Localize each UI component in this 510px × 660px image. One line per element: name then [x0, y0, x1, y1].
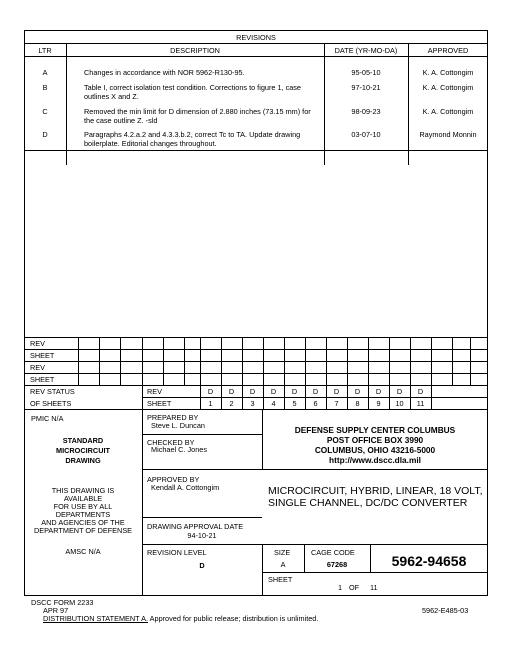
prepared-by-name: Steve L. Duncan	[151, 421, 205, 430]
sheet-cell: 11	[416, 399, 425, 408]
revision-description: Changes in accordance with NOR 5962-R130-95.	[84, 68, 245, 77]
approved-by-name: Kendall A. Cottongim	[151, 483, 220, 492]
revision-level: D	[199, 561, 205, 570]
rev-cell: D	[375, 387, 382, 396]
sheet-total: 11	[370, 583, 378, 592]
standard-line: MICROCIRCUIT	[56, 446, 110, 455]
rev-cell: D	[270, 387, 277, 396]
availability-line: DEPARTMENT OF DEFENSE	[33, 526, 133, 535]
revision-approved: K. A. Cottongim	[422, 107, 474, 116]
approved-by-label: APPROVED BY	[147, 475, 200, 484]
size-label: SIZE	[274, 548, 291, 557]
availability-line: AND AGENCIES OF THE	[41, 518, 125, 527]
rev-cell: D	[333, 387, 340, 396]
revision-approved: K. A. Cottongim	[422, 68, 474, 77]
availability-line: FOR USE BY ALL	[53, 502, 113, 511]
of-sheets-label: OF SHEETS	[30, 399, 72, 408]
standard-line: STANDARD	[62, 436, 104, 445]
form-date: APR 97	[43, 606, 69, 615]
agency-line: COLUMBUS, OHIO 43216-5000	[314, 445, 436, 455]
revision-ltr: B	[42, 83, 48, 92]
cage-code-label: CAGE CODE	[311, 548, 355, 557]
sheet-cell: 3	[250, 399, 255, 408]
sheet-cell: 7	[334, 399, 339, 408]
sheet-number: 1	[338, 583, 343, 592]
sheet-label: SHEET	[147, 399, 172, 408]
header-description: DESCRIPTION	[170, 46, 220, 55]
approval-date: 94-10-21	[187, 531, 217, 540]
revision-approved: K. A. Cottongim	[422, 83, 474, 92]
sheet-cell: 8	[355, 399, 360, 408]
size-value: A	[280, 560, 286, 569]
sheet-of-label: OF	[349, 583, 360, 592]
header-date: DATE (YR-MO-DA)	[334, 46, 398, 55]
rev-cell: D	[291, 387, 298, 396]
revision-ltr: A	[42, 68, 48, 77]
form-number: DSCC FORM 2233	[31, 598, 94, 607]
revision-approved: Raymond Monnin	[419, 130, 477, 139]
status-row-label: REV	[30, 363, 46, 372]
header-approved: APPROVED	[427, 46, 469, 55]
rev-cell: D	[249, 387, 256, 396]
rev-cell: D	[417, 387, 424, 396]
revisions-title: REVISIONS	[236, 33, 276, 42]
drawing-title-line: SINGLE CHANNEL, DC/DC CONVERTER	[268, 497, 468, 509]
cage-code-value: 67268	[326, 560, 348, 569]
revision-description: Table I, correct isolation test condition. Corrections to figure 1, case outlines X and Z.	[84, 83, 301, 101]
revision-date: 98-09-23	[351, 107, 381, 116]
revision-date: 95-05-10	[351, 68, 381, 77]
checked-by-label: CHECKED BY	[147, 438, 195, 447]
drawing-title-line: MICROCIRCUIT, HYBRID, LINEAR, 18 VOLT,	[268, 485, 483, 497]
agency-line: POST OFFICE BOX 3990	[326, 435, 424, 445]
status-row-label: SHEET	[30, 375, 55, 384]
distribution-statement	[43, 614, 318, 623]
rev-cell: D	[312, 387, 319, 396]
agency-line: DEFENSE SUPPLY CENTER COLUMBUS	[294, 425, 456, 435]
rev-cell: D	[228, 387, 235, 396]
rev-cell: D	[396, 387, 403, 396]
sheet-cell: 2	[229, 399, 234, 408]
revision-description: Paragraphs 4.2.a.2 and 4.3.3.b.2, correct Tc to TA. Update drawing boilerplate. Editorial changes throughout.	[84, 130, 301, 148]
distribution-text: Approved for public release; distribution is unlimited.	[149, 614, 319, 623]
sheet-cell: 5	[292, 399, 297, 408]
rev-cell: D	[354, 387, 361, 396]
rev-cell: D	[207, 387, 214, 396]
approval-date-label: DRAWING APPROVAL DATE	[147, 522, 244, 531]
sheet-label: SHEET	[268, 575, 293, 584]
revision-ltr: D	[42, 130, 48, 139]
availability-line: AVAILABLE	[63, 494, 103, 503]
availability-line: THIS DRAWING IS	[51, 486, 115, 495]
header-ltr: LTR	[38, 46, 52, 55]
revision-date: 03-07-10	[351, 130, 381, 139]
distribution-label: DISTRIBUTION STATEMENT A.	[43, 614, 149, 623]
sheet-cell: 6	[313, 399, 318, 408]
standard-line: DRAWING	[65, 456, 101, 465]
revision-description: Removed the min limit for D dimension of 2.880 inches (73.15 mm) for the case outline Z. -sld	[84, 107, 311, 125]
amsc-label: AMSC N/A	[65, 547, 101, 556]
checked-by-name: Michael C. Jones	[151, 445, 207, 454]
rev-label: REV	[147, 387, 163, 396]
status-row-label: SHEET	[30, 351, 55, 360]
status-row-label: REV	[30, 339, 46, 348]
revision-level-label: REVISION LEVEL	[147, 548, 207, 557]
drawing-number: 5962-94658	[391, 553, 467, 569]
sheet-cell: 1	[208, 399, 213, 408]
prepared-by-label: PREPARED BY	[147, 413, 199, 422]
footer-code: 5962-E485-03	[422, 606, 469, 615]
sheet-cell: 10	[395, 399, 404, 408]
revision-ltr: C	[42, 107, 48, 116]
availability-line: DEPARTMENTS	[55, 510, 111, 519]
sheet-cell: 4	[271, 399, 276, 408]
revision-date: 97-10-21	[351, 83, 381, 92]
sheet-cell: 9	[376, 399, 381, 408]
pmic-label: PMIC N/A	[31, 414, 64, 423]
rev-status-label: REV STATUS	[30, 387, 75, 396]
agency-website-link[interactable]: http://www.dscc.dla.mil	[329, 455, 421, 465]
